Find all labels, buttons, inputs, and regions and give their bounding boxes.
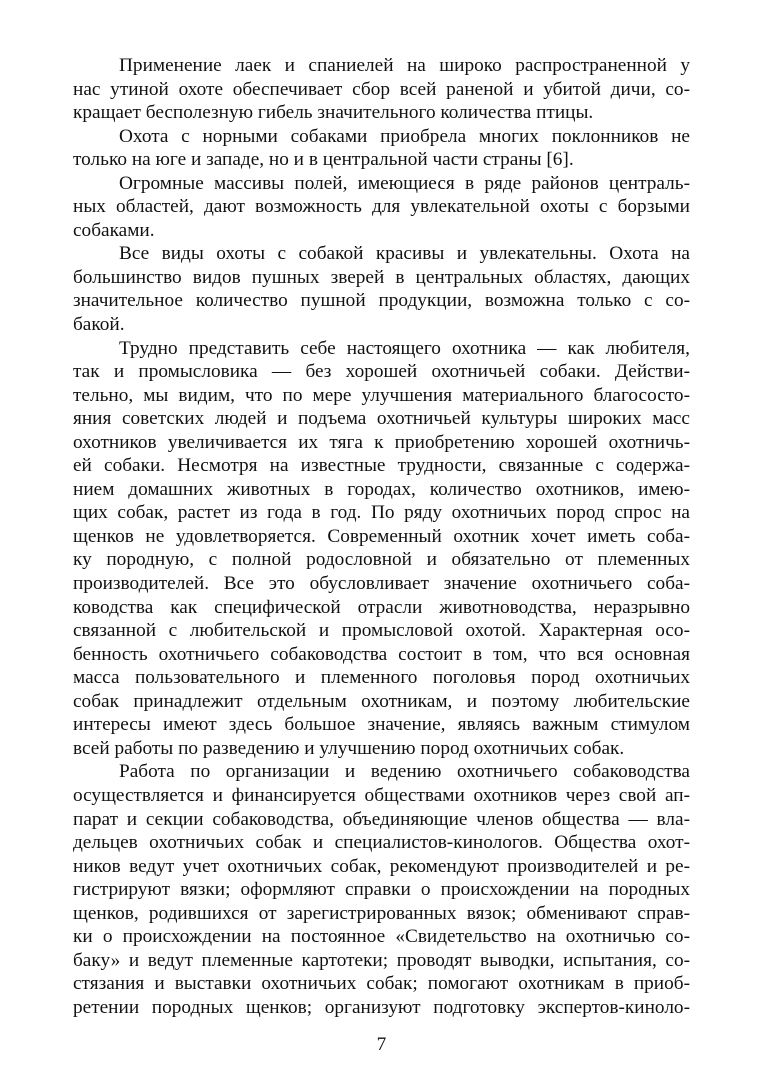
text-line: бакой. [73, 314, 125, 336]
text-line: бенность охотничьего собаководства состоит в том, что вся основная [73, 643, 690, 665]
text-line: всей работы по разведению и улучшению пород охотничьих собак. [73, 737, 625, 759]
text-line: Работа по организации и ведению охотничьего собаководства [119, 761, 690, 783]
text-line: яния советских людей и подъема охотничьей культуры широких масс [73, 408, 690, 430]
text-line: тельно, мы видим, что по мере улучшения материального благососто- [73, 384, 690, 406]
text-line: баку» и ведут племенные картотеки; проводят выводки, испытания, со- [73, 949, 690, 971]
text-line: ку породную, с полной родословной и обязательно от племенных [73, 549, 690, 571]
page-number: 7 [376, 1034, 387, 1055]
text-line: охотников увеличивается их тяга к приобретению хорошей охотничь- [73, 431, 690, 453]
text-line: Трудно представить себе настоящего охотника — как любителя, [119, 337, 690, 359]
text-line: ников ведут учет охотничьих собак, рекомендуют производителей и ре- [73, 855, 690, 877]
text-line: щенков, родившихся от зарегистрированных вязок; обменивают справ- [73, 902, 690, 924]
paragraph-2 [73, 125, 690, 172]
paragraph-1 [73, 54, 690, 125]
text-line: Огромные массивы полей, имеющиеся в ряде районов централь- [119, 172, 690, 194]
text-line: производителей. Все это обусловливает значение охотничьего соба- [73, 573, 690, 595]
text-line: ных областей, дают возможность для увлекательной охоты с борзыми [73, 196, 690, 218]
paragraph-6 [73, 760, 690, 1019]
text-line: щих собак, растет из года в год. По ряду охотничьих пород спрос на [73, 502, 690, 524]
text-line: стязания и выставки охотничьих собак; помогают охотникам в приоб- [73, 973, 690, 995]
body-text [73, 54, 690, 1019]
text-line: ки о происхождении на постоянное «Свидетельство на охотничью со- [73, 926, 690, 948]
text-line: Все виды охоты с собакой красивы и увлекательны. Охота на [119, 243, 690, 265]
text-line: собак принадлежит отдельным охотникам, и поэтому любительские [73, 690, 690, 712]
text-line: гистрируют вязки; оформляют справки о происхождении на породных [73, 879, 690, 901]
text-line: собаками. [73, 219, 155, 241]
text-line: осуществляется и финансируется обществами охотников через свой ап- [73, 784, 690, 806]
text-line: парат и секции собаководства, объединяющие членов общества — вла- [73, 808, 690, 830]
paragraph-5 [73, 337, 690, 761]
text-line: ководства как специфической отрасли животноводства, неразрывно [73, 596, 690, 618]
text-line: ей собаки. Несмотря на известные трудности, связанные с содержа- [73, 455, 690, 477]
text-line: значительное количество пушной продукции, возможна только с со- [73, 290, 690, 312]
text-line: кращает бесполезную гибель значительного количества птицы. [73, 102, 594, 124]
text-line: ретении породных щенков; организуют подготовку экспертов-киноло- [73, 996, 690, 1018]
text-line: масса пользовательного и племенного поголовья пород охотничьих [73, 667, 690, 689]
text-line: нием домашних животных в городах, количество охотников, имею- [73, 478, 690, 500]
text-line: только на юге и западе, но и в центральной части страны [6]. [73, 149, 574, 171]
text-line: интересы имеют здесь большое значение, являясь важным стимулом [73, 714, 690, 736]
text-line: дельцев охотничьих собак и специалистов-кинологов. Общества охот- [73, 832, 690, 854]
text-line: большинство видов пушных зверей в центральных областях, дающих [73, 266, 690, 288]
text-line: связанной с любительской и промысловой охотой. Характерная осо- [73, 620, 690, 642]
text-line: так и промысловика — без хорошей охотничьей собаки. Действи- [73, 361, 690, 383]
text-line: щенков не удовлетворяется. Современный охотник хочет иметь соба- [73, 525, 690, 547]
text-line: Применение лаек и спаниелей на широко распространенной у [119, 55, 690, 76]
paragraph-3 [73, 172, 690, 243]
text-line: Охота с норными собаками приобрела многих поклонников не [119, 125, 690, 147]
paragraph-4 [73, 242, 690, 336]
text-line: нас утиной охоте обеспечивает сбор всей раненой и убитой дичи, со- [73, 78, 690, 100]
